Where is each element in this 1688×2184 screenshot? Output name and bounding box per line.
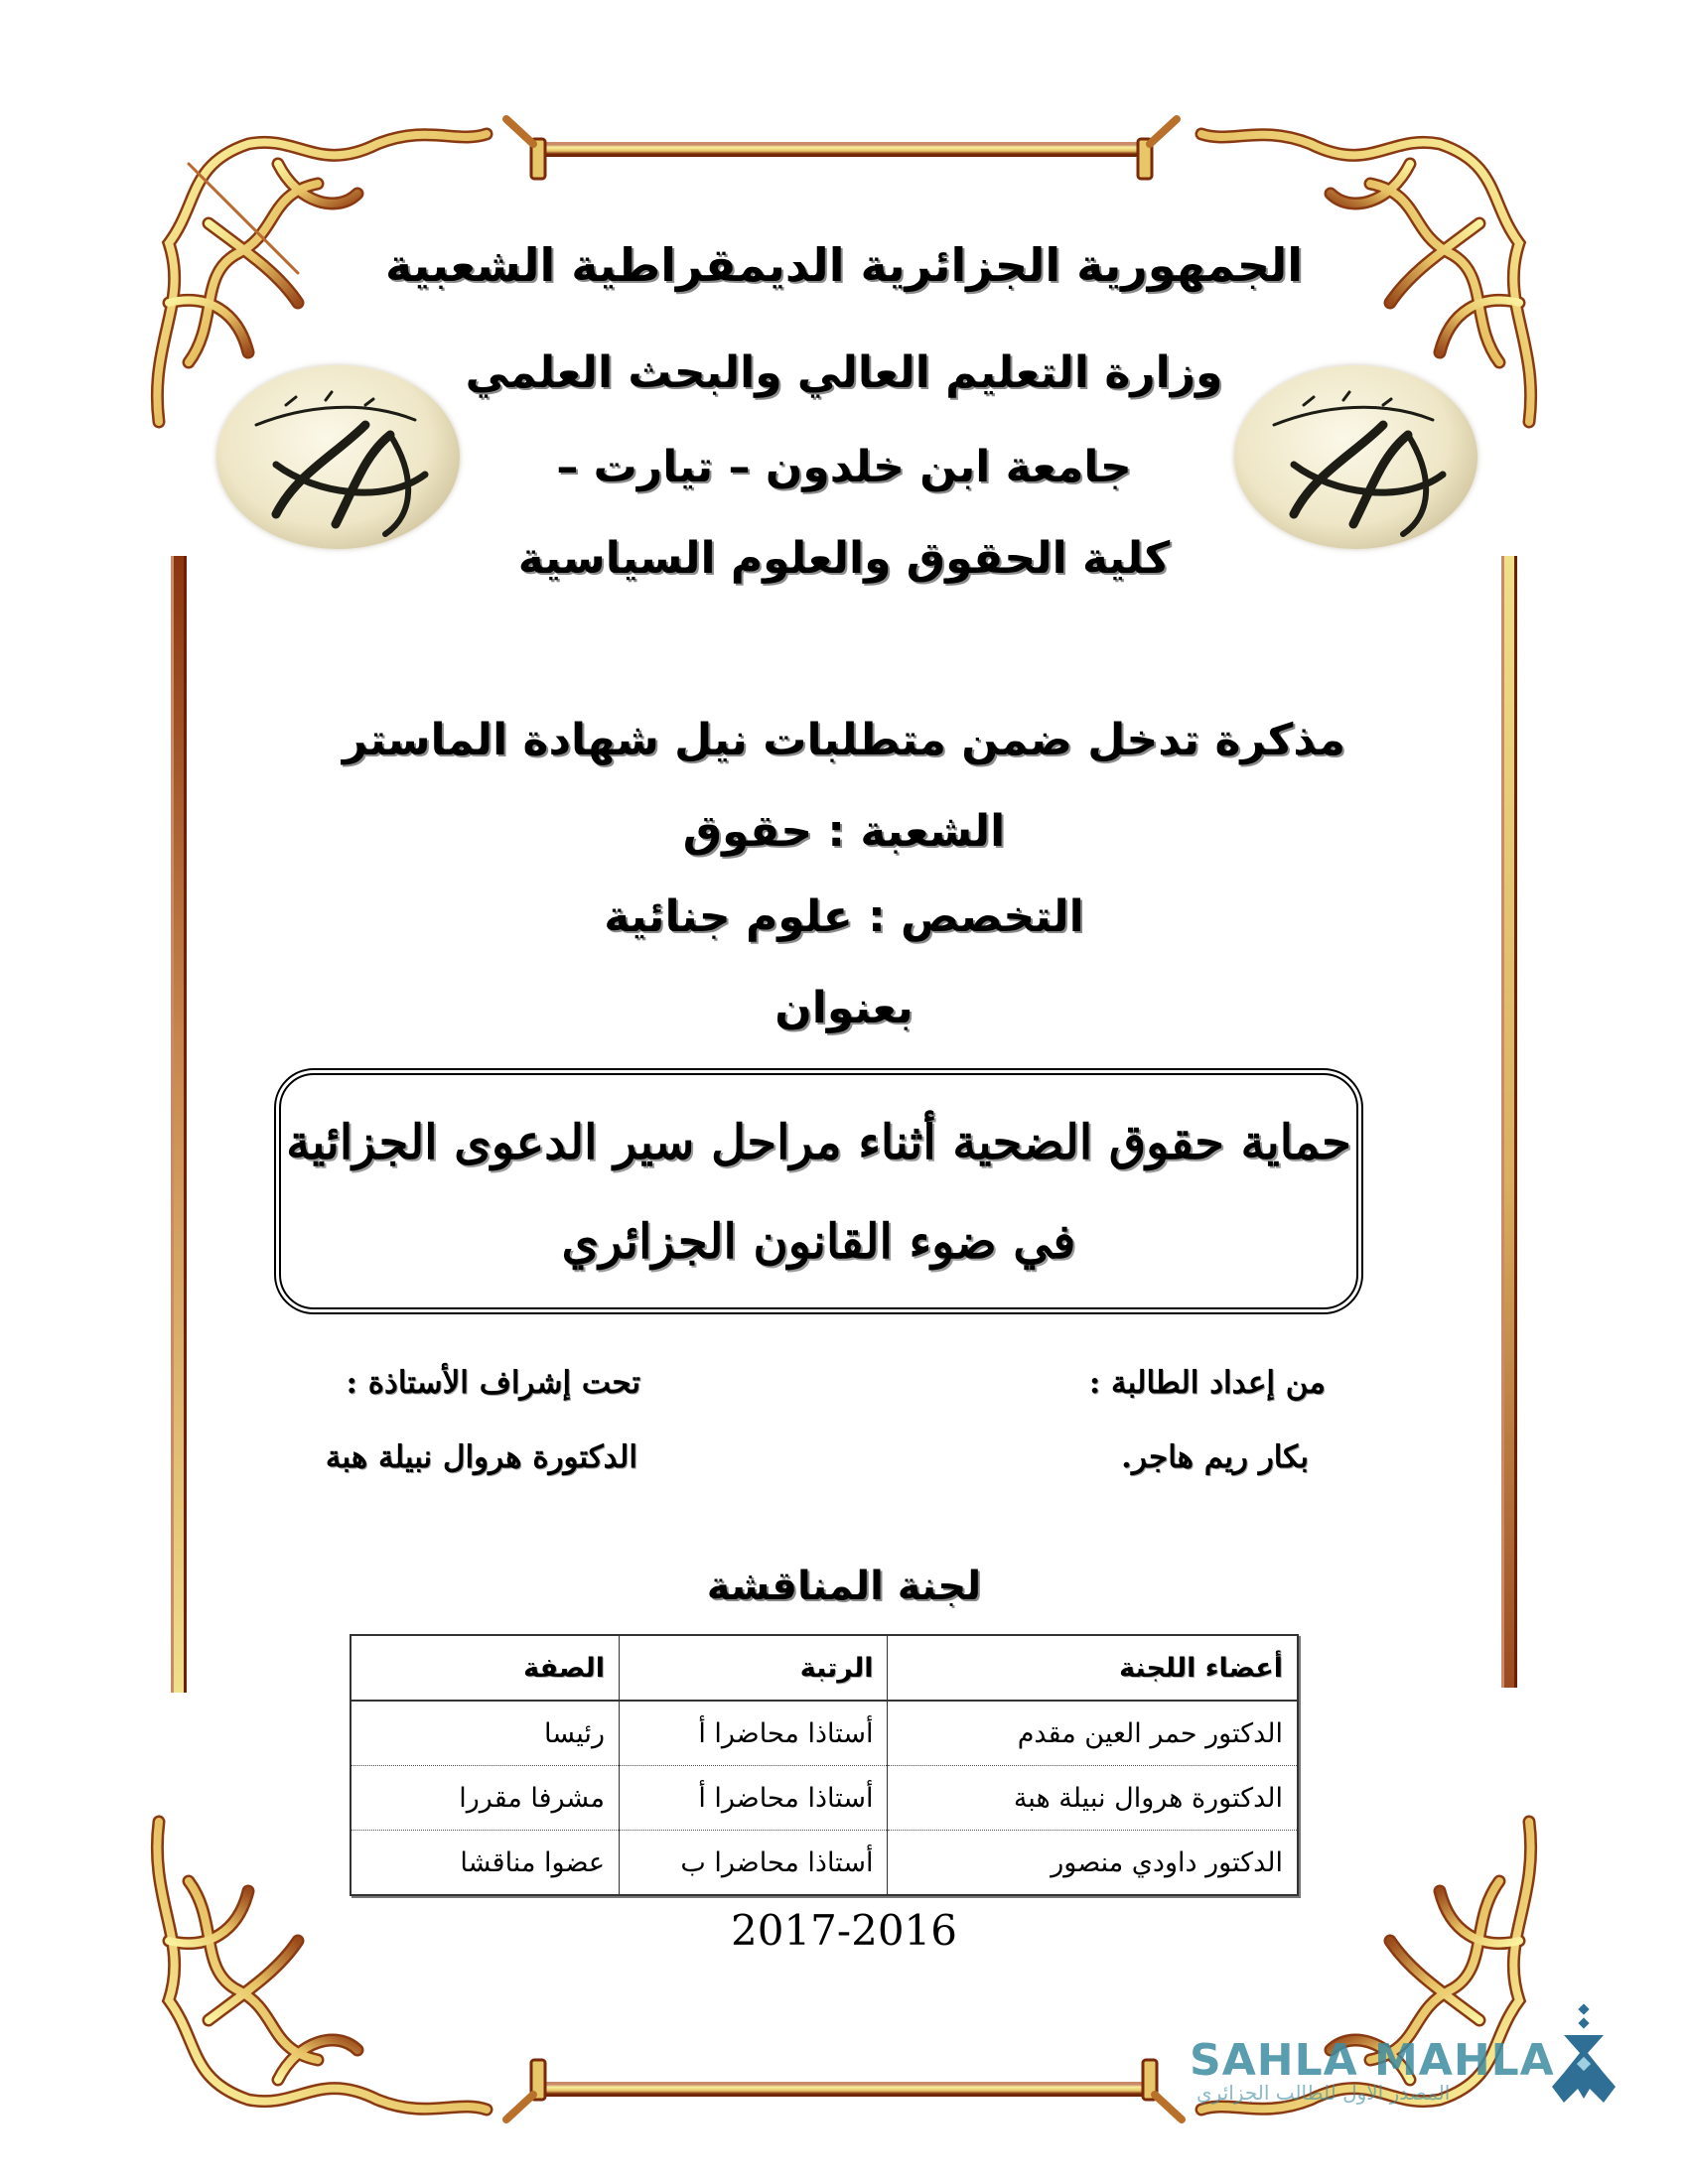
table-row [351,1831,1298,1896]
table-header-row [351,1635,1298,1701]
role-cell: رئيسا [351,1701,619,1766]
committee-title: لجنة المناقشة [706,1564,982,1609]
thesis-title-line-2: في ضوء القانون الجزائري [561,1214,1076,1270]
table-row [351,1766,1298,1831]
prepared-by-label: من إعداد الطالبة : [1088,1365,1326,1401]
member-cell: الدكتور حمر العين مقدم [888,1701,1298,1766]
thesis-branch: الشعبة : حقوق [682,806,1006,857]
academic-year: 2017-2016 [731,1906,957,1955]
watermark-brand: SAHLA MAHLA [1190,2035,1555,2086]
frame-cap-icon [1132,114,1182,184]
sahla-mahla-logo-icon [1544,2003,1623,2113]
thesis-title-box [274,1068,1363,1314]
column-header-rank: الرتبة [619,1635,887,1701]
role-cell: عضوا مناقشا [351,1831,619,1896]
thesis-purpose: مذكرة تدخل ضمن متطلبات نيل شهادة الماستر [342,715,1346,765]
member-cell: الدكتور داودي منصور [888,1831,1298,1896]
student-name: بكار ريم هاجر. [1121,1439,1309,1475]
role-cell: مشرفا مقررا [351,1766,619,1831]
rank-cell: أستاذا محاضرا أ [619,1701,887,1766]
country-heading: الجمهورية الجزائرية الديمقراطية الشعبية [384,238,1304,292]
watermark-tagline: المصدر الاول للطالب الجزائري [1196,2081,1451,2105]
supervised-by-label: تحت إشراف الأستاذة : [346,1365,640,1401]
ministry-heading: وزارة التعليم العالي والبحث العلمي [465,347,1223,398]
frame-cap-icon [501,114,551,184]
table-row [351,1701,1298,1766]
faculty-heading: كلية الحقوق والعلوم السياسية [517,533,1171,584]
committee-table [350,1634,1299,1896]
frame-cap-icon [501,2055,551,2124]
rank-cell: أستاذا محاضرا ب [619,1831,887,1896]
supervisor-name: الدكتورة هروال نبيلة هبة [325,1439,637,1475]
column-header-member: أعضاء اللجنة [888,1635,1298,1701]
thesis-title-line-1: حماية حقوق الضحية أثناء مراحل سير الدعوى الجزائية [286,1115,1351,1170]
university-heading: جامعة ابن خلدون – تيارت – [556,442,1132,492]
column-header-role: الصفة [351,1635,619,1701]
member-cell: الدكتورة هروال نبيلة هبة [888,1766,1298,1831]
thesis-titled-label: بعنوان [774,983,914,1033]
frame-bottom-bar [546,2082,1142,2097]
rank-cell: أستاذا محاضرا أ [619,1766,887,1831]
frame-cap-icon [1137,2055,1187,2124]
frame-top-bar [541,142,1137,157]
thesis-specialty: التخصص : علوم جنائية [604,891,1084,942]
